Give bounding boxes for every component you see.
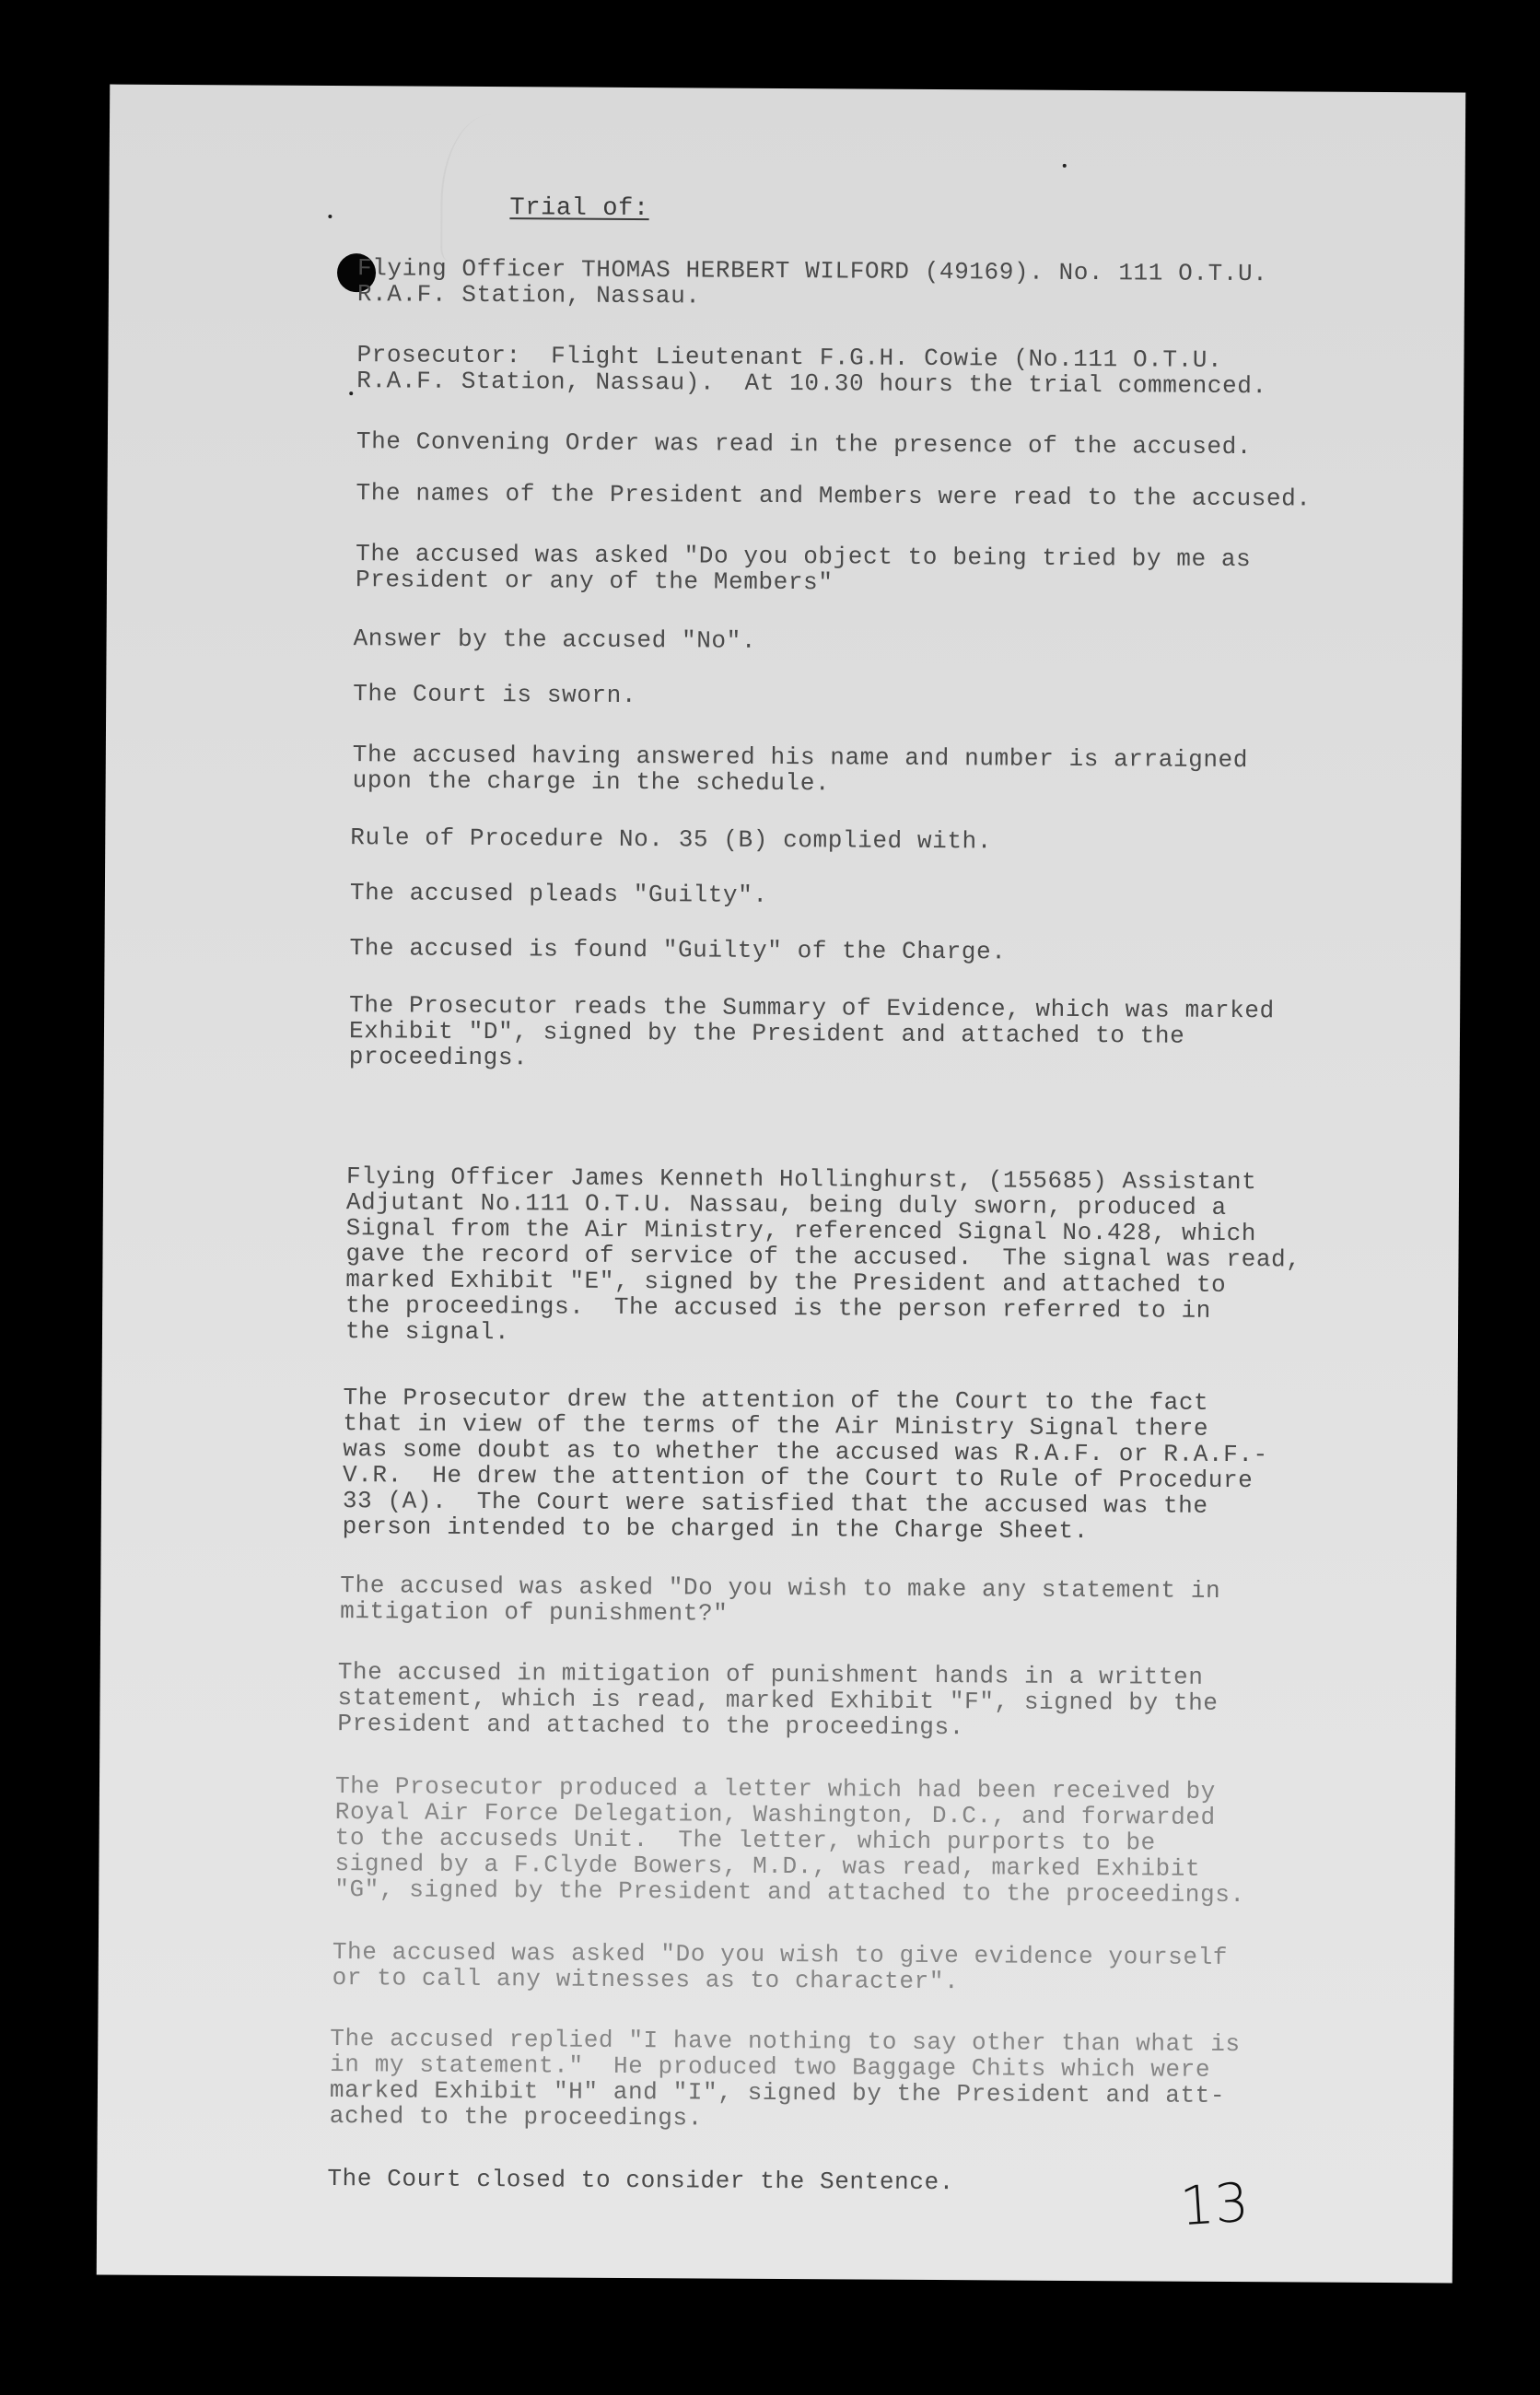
text-line: The accused was asked "Do you object to being tried by me as bbox=[356, 540, 1252, 574]
text-line: The accused replied "I have nothing to say other than what is bbox=[330, 2025, 1241, 2059]
text-line: Flying Officer James Kenneth Hollinghurst, (155685) Assistant bbox=[345, 1162, 1257, 1197]
text-line: mitigation of punishment?" bbox=[340, 1597, 729, 1628]
text-line: signed by a F.Clyde Bowers, M.D., was read, marked Exhibit bbox=[334, 1850, 1201, 1883]
text-line: "G", signed by the President and attached to the proceedings. bbox=[334, 1875, 1245, 1910]
text-line: Flying Officer THOMAS HERBERT WILFORD (49169). No. 111 O.T.U. bbox=[356, 254, 1268, 288]
text-line: The accused was asked "Do you wish to make any statement in bbox=[340, 1571, 1221, 1605]
text-line: The names of the President and Members were read to the accused. bbox=[356, 479, 1312, 513]
text-line: Answer by the accused "No". bbox=[353, 625, 757, 655]
handwritten-page-number: 13 bbox=[1178, 2170, 1252, 2238]
text-line: The accused was asked "Do you wish to give evidence yourself bbox=[332, 1938, 1229, 1971]
text-line: 33 (A). The Court were satisfied that the accused was the bbox=[342, 1487, 1208, 1520]
text-line: The accused in mitigation of punishment hands in a written bbox=[337, 1658, 1204, 1691]
text-line: marked Exhibit "E", signed by the President and attached to bbox=[345, 1266, 1227, 1299]
text-line: that in view of the terms of the Air Ministry Signal there bbox=[343, 1409, 1209, 1443]
text-line: in my statement." He produced two Baggage Chits which were bbox=[330, 2050, 1211, 2084]
text-line: Exhibit "D", signed by the President and attached to the bbox=[348, 1017, 1185, 1050]
text-line: The Prosecutor produced a letter which had been received by bbox=[334, 1772, 1217, 1805]
text-line: The accused is found "Guilty" of the Charge. bbox=[349, 934, 1007, 966]
text-line: Rule of Procedure No. 35 (B) complied with. bbox=[350, 824, 993, 856]
text-line: the signal. bbox=[344, 1317, 510, 1347]
text-line: The Court closed to consider the Sentence. bbox=[327, 2165, 954, 2197]
text-line: The Convening Order was read in the presence of the accused. bbox=[356, 427, 1253, 461]
text-line: marked Exhibit "H" and "I", signed by the President and att- bbox=[329, 2076, 1226, 2109]
text-line: gave the record of service of the accused. The signal was read, bbox=[345, 1240, 1301, 1274]
text-line: the proceedings. The accused is the person referred to in bbox=[345, 1291, 1212, 1325]
text-line: was some doubt as to whether the accused was R.A.F. or R.A.F.- bbox=[343, 1435, 1268, 1469]
text-line: The Prosecutor reads the Summary of Evidence, which was marked bbox=[349, 991, 1275, 1025]
text-line: President or any of the Members" bbox=[355, 566, 834, 597]
text-line: V.R. He drew the attention of the Court to Rule of Procedure bbox=[342, 1461, 1254, 1495]
text-line: President and attached to the proceedings. bbox=[337, 1710, 965, 1742]
text-line: The Prosecutor drew the attention of the Court to the fact bbox=[343, 1384, 1209, 1417]
text-line: The accused having answered his name and number is arraigned bbox=[352, 741, 1249, 775]
text-line: to the accuseds Unit. The letter, which purports to be bbox=[334, 1824, 1156, 1857]
text-line: Royal Air Force Delegation, Washington, D.C., and forwarded bbox=[334, 1798, 1216, 1831]
typed-text bbox=[97, 85, 1465, 2284]
text-line: statement, which is read, marked Exhibit "F", signed by the bbox=[337, 1684, 1219, 1717]
text-line: proceedings. bbox=[348, 1043, 529, 1072]
text-line: R.A.F. Station, Nassau. bbox=[356, 280, 701, 310]
text-line: or to call any witnesses as to character". bbox=[332, 1964, 960, 1996]
text-line: Adjutant No.111 O.T.U. Nassau, being duly sworn, produced a bbox=[345, 1188, 1227, 1221]
text-line: Prosecutor: Flight Lieutenant F.G.H. Cowie (No.111 O.T.U. bbox=[356, 341, 1223, 374]
text-line: ached to the proceedings. bbox=[329, 2102, 703, 2132]
text-line: The Court is sworn. bbox=[353, 680, 637, 710]
text-line: Signal from the Air Ministry, referenced Signal No.428, which bbox=[345, 1214, 1257, 1248]
text-line: upon the charge in the schedule. bbox=[352, 766, 831, 798]
trial-title: Trial of: bbox=[509, 194, 649, 224]
text-line: R.A.F. Station, Nassau). At 10.30 hours the trial commenced. bbox=[356, 367, 1267, 401]
document-page bbox=[97, 85, 1465, 2284]
text-line: person intended to be charged in the Charge Sheet. bbox=[342, 1513, 1089, 1546]
text-line: The accused pleads "Guilty". bbox=[349, 879, 768, 909]
